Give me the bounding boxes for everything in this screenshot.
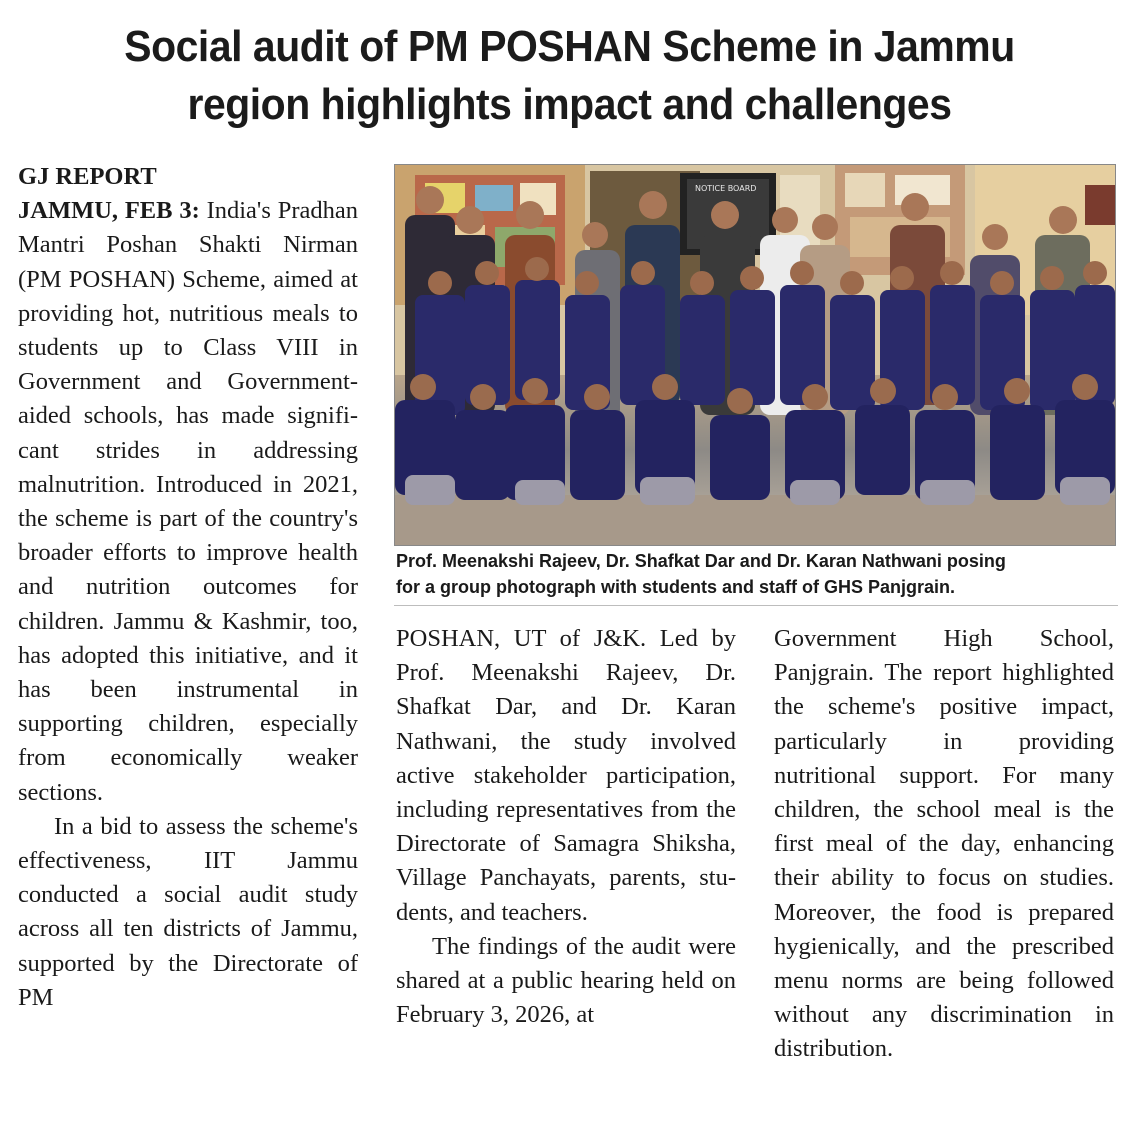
headline-line-2: region highlights impact and challenges <box>187 80 952 129</box>
article-column-1 <box>18 160 358 1015</box>
headline <box>40 18 1099 134</box>
article-column-3 <box>774 622 1114 1067</box>
group-photo <box>394 164 1116 546</box>
article-column-2 <box>396 622 736 1032</box>
headline-line-1: Social audit of PM POSHAN Scheme in Jammu <box>124 22 1015 71</box>
photo-caption <box>396 548 1116 600</box>
column-2-paragraph-1: POSHAN, UT of J&K. Led by Prof. Meenakshi Rajeev, Dr. Shafkat Dar, and Dr. Karan Nathwani, the study involved active stakeholder participation, including representatives from the Directorate of Samagra Shiksha, Village Panchayats, parents, students, and teachers. <box>396 625 736 926</box>
column-1-paragraph-2: In a bid to assess the scheme's effectiveness, IIT Jammu conducted a social audit study across all ten districts of Jammu, supported by the Directorate of PM <box>18 812 358 1011</box>
byline: GJ REPORT <box>18 163 157 190</box>
column-1-paragraph-1 <box>18 194 358 810</box>
caption-line-1: Prof. Meenakshi Rajeev, Dr. Shafkat Dar and Dr. Karan Nathwani posing <box>396 551 1006 571</box>
noticeboard-label: NOTICE BOARD <box>695 184 757 193</box>
dateline: JAMMU, FEB 3: <box>18 197 200 225</box>
column-1-text-1: India's Pradhan Mantri Poshan Shakti Nirman (PM POSHAN) Scheme, aimed at providing hot, nutritious meals to students up to Class VIII in Government and Government-aided schools, has made significant strides in addressing malnutrition. Introduced in 2021, the scheme is part of the country's broader efforts to improve health and nutrition outcomes for children. Jammu & Kashmir, too, has adopted this initiative, and it has been instrumental in supporting children, especially from economically weaker sections. <box>18 197 358 806</box>
column-2-paragraph-2: The findings of the audit were shared at a public hearing held on February 3, 2026, at <box>396 932 736 1029</box>
column-3-paragraph-1: Government High School, Panjgrain. The report highlighted the scheme's positive impact, particularly in providing nutritional support. For many children, the school meal is the first meal of the day, enhancing their ability to focus on studies. Moreover, the food is prepared hygienically, and the prescribed menu norms are being followed without any discrimination in distribution. <box>774 625 1114 1063</box>
caption-line-2: for a group photograph with students and staff of GHS Panjgrain. <box>396 577 955 597</box>
caption-divider <box>394 605 1118 606</box>
